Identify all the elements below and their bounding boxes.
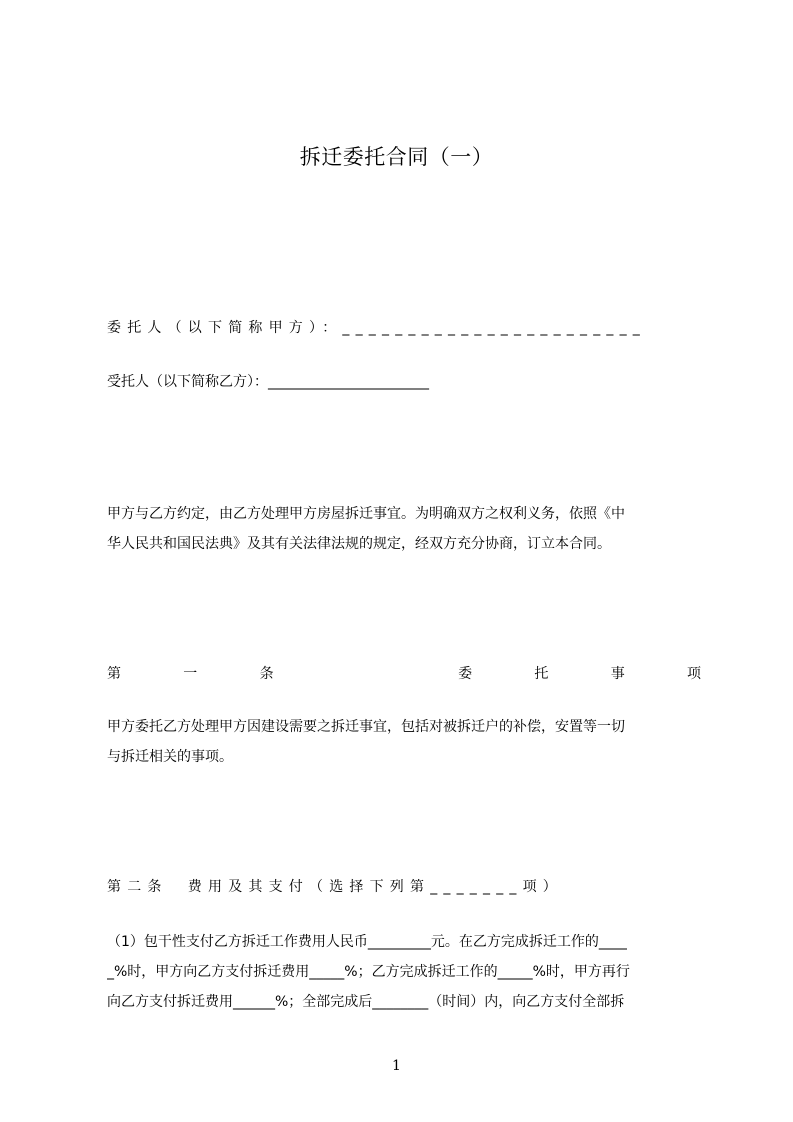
article1-heading-part: 项 <box>686 666 701 682</box>
article1-heading-part: 托 <box>534 666 549 682</box>
article1-heading-part: 第 <box>107 666 121 682</box>
page-number: 1 <box>392 1058 401 1074</box>
principal-line: 委托人（以下简称甲方）：_______________________ <box>107 320 646 336</box>
article1-heading-part: 一 <box>183 666 198 682</box>
article1-heading <box>107 664 701 684</box>
article1-heading-part: 委 <box>458 666 473 682</box>
preamble-line-2: 华人民共和国民法典》及其有关法律法规的规定，经双方充分协商，订立本合同。 <box>107 536 611 552</box>
article1-heading-part: 事 <box>610 666 625 682</box>
article2-item1-line-3: 向乙方支付拆迁费用______%；全部完成后________（时间）内，向乙方支付全部拆 <box>107 994 625 1010</box>
document-title: 拆迁委托合同（一） <box>299 145 494 169</box>
article2-item1-line-1: （1）包干性支付乙方拆迁工作费用人民币_________元。在乙方完成拆迁工作的____ <box>107 934 627 950</box>
article1-body-line-2: 与拆迁相关的事项。 <box>107 749 233 765</box>
article2-item1 <box>107 927 701 1017</box>
agent-line: 受托人（以下简称乙方）：_______________________ <box>107 374 429 390</box>
article2-heading: 第二条 费用及其支付（选择下列第_______项） <box>107 879 563 895</box>
preamble-paragraph <box>107 499 701 559</box>
article1-body-line-1: 甲方委托乙方处理甲方因建设需要之拆迁事宜，包括对被拆迁户的补偿，安置等一切 <box>107 719 625 735</box>
preamble-line-1: 甲方与乙方约定，由乙方处理甲方房屋拆迁事宜。为明确双方之权利义务，依照《中 <box>107 506 625 522</box>
article1-heading-part: 条 <box>259 666 274 682</box>
article1-body <box>107 712 701 772</box>
article2-item1-line-2: _%时，甲方向乙方支付拆迁费用_____%；乙方完成拆迁工作的_____%时，甲方再行 <box>107 964 630 980</box>
